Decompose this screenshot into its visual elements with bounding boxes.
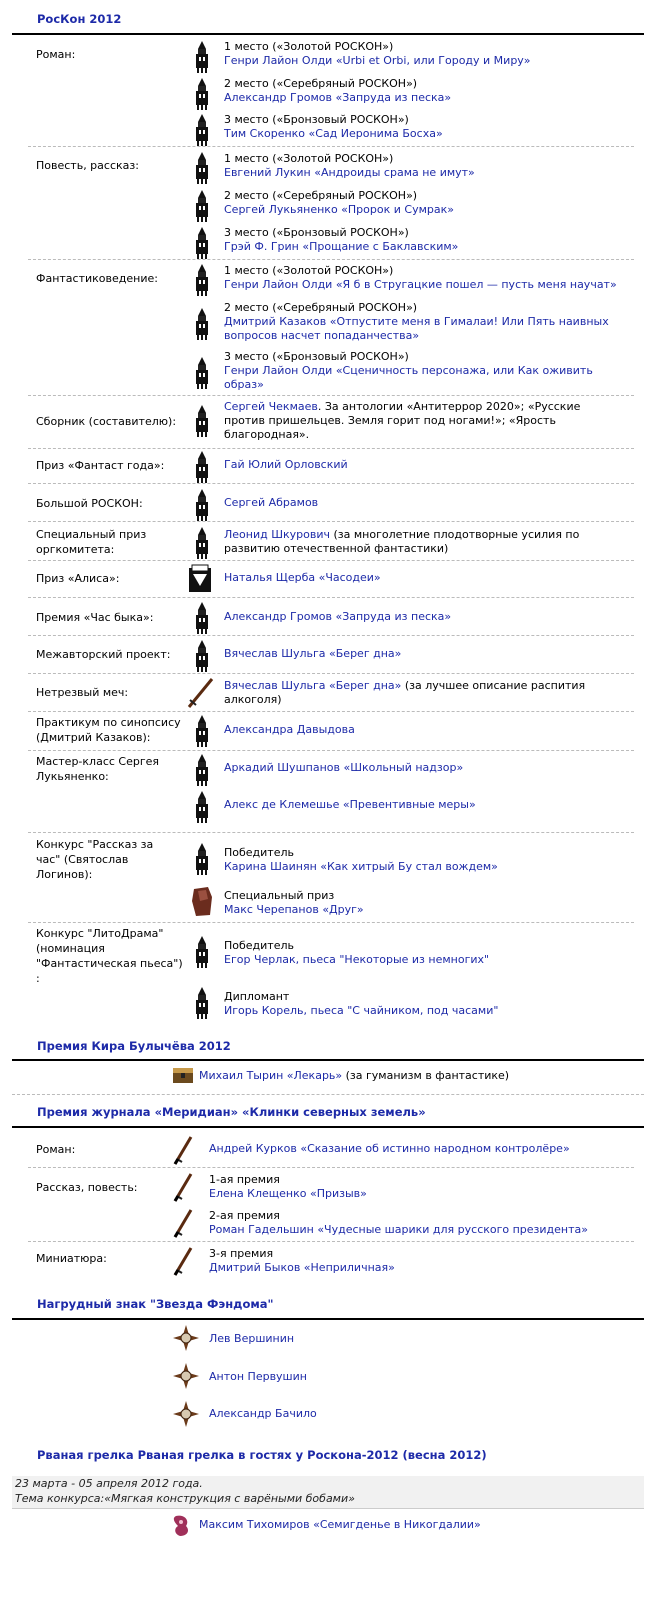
work-link[interactable]: Александр Громов «Запруда из песка»: [224, 610, 452, 623]
work-link[interactable]: Михаил Тырин «Лекарь»: [199, 1069, 343, 1082]
award-entry: [224, 798, 624, 812]
roskon-tower-icon: [192, 263, 212, 297]
author-link[interactable]: Сергей Абрамов: [224, 496, 319, 509]
roskon-tower-icon: [192, 113, 212, 147]
roskon-tower-icon: [192, 77, 212, 111]
section-rule: [12, 33, 644, 35]
roskon-tower-icon: [192, 753, 212, 787]
section-rule: [12, 1059, 644, 1061]
row-separator: [28, 750, 634, 751]
award-entry: [209, 1247, 609, 1275]
author-link[interactable]: Александра Давыдова: [224, 723, 355, 736]
star-icon: [172, 1324, 200, 1352]
award-entry: [209, 1209, 609, 1237]
roskon-tower-icon: [192, 986, 212, 1020]
roskon-tower-icon: [192, 842, 212, 876]
award-entry: [224, 571, 624, 585]
category-label: Большой РОСКОН:: [36, 497, 143, 510]
row-separator: [28, 560, 634, 561]
section-rule: [12, 1126, 644, 1128]
person-link[interactable]: Александр Бачило: [209, 1407, 317, 1420]
award-entry: [224, 990, 624, 1018]
author-link[interactable]: Гай Юлий Орловский: [224, 458, 348, 471]
award-place: 3 место («Бронзовый РОСКОН»): [224, 350, 409, 363]
category-label: Приз «Фантаст года»:: [36, 459, 165, 472]
award-place: 3 место («Бронзовый РОСКОН»): [224, 226, 409, 239]
work-link[interactable]: Вячеслав Шульга «Берег дна»: [224, 647, 402, 660]
row-separator: [28, 711, 634, 712]
award-entry: [224, 761, 624, 775]
award-place: Победитель: [224, 846, 294, 859]
category-label: Нетрезвый меч:: [36, 686, 129, 699]
star-icon: [172, 1400, 200, 1428]
row-separator: [28, 1167, 634, 1168]
rock-icon: [190, 885, 214, 919]
award-place: 2 место («Серебряный РОСКОН»): [224, 301, 418, 314]
work-link[interactable]: Егор Черлак, пьеса "Некоторые из немногих": [224, 953, 490, 966]
row-separator: [28, 259, 634, 260]
work-link[interactable]: Дмитрий Быков «Неприличная»: [209, 1261, 395, 1274]
work-link[interactable]: Грэй Ф. Грин «Прощание с Баклавским»: [224, 240, 459, 253]
award-note: (за многолетние плодотворные усилия по развитию отечественной фантастики): [224, 528, 580, 555]
grelka-icon: [172, 1514, 192, 1538]
row-separator: [28, 597, 634, 598]
award-entry: [224, 264, 624, 292]
award-entry: [209, 1173, 609, 1201]
roskon-tower-icon: [192, 226, 212, 260]
category-label: Межавторский проект:: [36, 648, 171, 661]
roskon-tower-icon: [192, 488, 212, 522]
roskon-tower-icon: [192, 526, 212, 560]
award-entry: [224, 226, 624, 254]
work-link[interactable]: Макс Черепанов «Друг»: [224, 903, 364, 916]
work-link[interactable]: Наталья Щерба «Часодеи»: [224, 571, 381, 584]
award-note: . За антологии «Антитеррор 2020»; «Русские против пришельцев. Земля горит под ногами!»; «Ярость благородная».: [224, 400, 581, 441]
work-link[interactable]: Андрей Курков «Сказание об истинно народном контролёре»: [209, 1142, 570, 1155]
work-link[interactable]: Максим Тихомиров «Семигденье в Никогдалии»: [199, 1518, 481, 1531]
row-separator: [28, 832, 634, 833]
roskon-tower-icon: [192, 450, 212, 484]
dagger-icon: [172, 1206, 194, 1240]
work-link[interactable]: Елена Клещенко «Призыв»: [209, 1187, 367, 1200]
award-place: Победитель: [224, 939, 294, 952]
award-place: 1 место («Золотой РОСКОН»): [224, 40, 394, 53]
category-label: Конкурс "ЛитоДрама" (номинация "Фантастическая пьеса") :: [36, 927, 183, 985]
roskon-tower-icon: [192, 151, 212, 185]
row-separator: [28, 922, 634, 923]
award-entry: [224, 113, 624, 141]
category-label: Повесть, рассказ:: [36, 159, 139, 172]
award-entry: [224, 610, 624, 624]
alisa-icon: [187, 562, 213, 596]
award-entry: [224, 723, 624, 737]
award-note: (за лучшее описание распития алкоголя): [224, 679, 586, 706]
roskon-tower-icon: [192, 404, 212, 438]
category-label: Сборник (составителю):: [36, 415, 177, 428]
award-note: (за гуманизм в фантастике): [342, 1069, 510, 1082]
roskon-tower-icon: [192, 790, 212, 824]
category-label: Специальный приз оргкомитета:: [36, 528, 147, 556]
roskon-tower-icon: [192, 935, 212, 969]
row-separator: [28, 483, 634, 484]
roskon-tower-icon: [192, 639, 212, 673]
roskon-tower-icon: [192, 601, 212, 635]
row-separator: [28, 521, 634, 522]
roskon-tower-icon: [192, 714, 212, 748]
award-place: 1-ая премия: [209, 1173, 280, 1186]
award-entry: [224, 40, 624, 68]
award-entry: [224, 939, 624, 967]
work-link[interactable]: Вячеслав Шульга «Берег дна»: [224, 679, 402, 692]
section-title-bulychev[interactable]: Премия Кира Булычёва 2012: [37, 1039, 231, 1053]
work-link[interactable]: Тим Скоренко «Сад Иеронима Босха»: [224, 127, 443, 140]
category-label: Роман:: [36, 1143, 76, 1156]
roskon-tower-icon: [192, 356, 212, 390]
category-label: Мастер-класс Сергея Лукьяненко:: [36, 755, 160, 783]
dagger-icon: [172, 1244, 194, 1278]
award-entry: [224, 350, 624, 392]
contest-theme: Тема конкурса:«Мягкая конструкция с варёными бобами»: [15, 1492, 355, 1505]
work-link[interactable]: Дмитрий Казаков «Отпустите меня в Гималаи! Или Пять наивных вопросов насчет попаданчества»: [224, 315, 609, 342]
person-link[interactable]: Антон Первушин: [209, 1370, 307, 1383]
award-entry: [224, 77, 624, 105]
award-entry: [224, 496, 624, 510]
work-link[interactable]: Роман Гадельшин «Чудесные шарики для русского президента»: [209, 1223, 589, 1236]
award-entry: [224, 889, 624, 917]
award-entry: [224, 189, 624, 217]
row-separator: [28, 395, 634, 396]
award-place: 1 место («Золотой РОСКОН»): [224, 264, 394, 277]
award-entry: [224, 647, 624, 661]
award-entry: [224, 301, 624, 343]
roskon-tower-icon: [192, 307, 212, 341]
work-link[interactable]: Карина Шаинян «Как хитрый Бу стал вождем»: [224, 860, 498, 873]
award-place: 1 место («Золотой РОСКОН»): [224, 152, 394, 165]
section-title-zvezda[interactable]: Нагрудный знак "Звезда Фэндома": [37, 1297, 274, 1311]
row-separator: [28, 635, 634, 636]
category-label: Премия «Час быка»:: [36, 611, 154, 624]
work-link[interactable]: Генри Лайон Олди «Я б в Стругацкие пошел — пусть меня научат»: [224, 278, 617, 291]
award-entry: [224, 400, 624, 442]
row-separator: [28, 448, 634, 449]
row-separator: [28, 1241, 634, 1242]
author-link[interactable]: Леонид Шкурович: [224, 528, 330, 541]
work-link[interactable]: Сергей Лукьяненко «Пророк и Сумрак»: [224, 203, 454, 216]
section-rule: [12, 1318, 644, 1320]
category-label: Фантастиковедение:: [36, 272, 158, 285]
work-link[interactable]: Генри Лайон Олди «Urbi et Orbi, или Городу и Миру»: [224, 54, 531, 67]
person-link[interactable]: Лев Вершинин: [209, 1332, 295, 1345]
sword-icon: [186, 676, 214, 710]
award-place: 2 место («Серебряный РОСКОН»): [224, 189, 418, 202]
work-link[interactable]: Генри Лайон Олди «Сценичность персонажа, или Как оживить образ»: [224, 364, 593, 391]
award-entry: [224, 152, 624, 180]
award-entry: [224, 846, 624, 874]
category-label: Практикум по синопсису (Дмитрий Казаков):: [36, 716, 181, 744]
row-separator: [28, 673, 634, 674]
award-place: Дипломант: [224, 990, 290, 1003]
work-link[interactable]: Александр Громов «Запруда из песка»: [224, 91, 452, 104]
roskon-tower-icon: [192, 189, 212, 223]
category-label: Роман:: [36, 48, 76, 61]
roskon-tower-icon: [192, 40, 212, 74]
award-entry: [209, 1142, 609, 1156]
category-label: Рассказ, повесть:: [36, 1181, 138, 1194]
author-link[interactable]: Сергей Чекмаев: [224, 400, 318, 413]
work-link[interactable]: Евгений Лукин «Андроиды срама не имут»: [224, 166, 475, 179]
category-label: Приз «Алиса»:: [36, 572, 120, 585]
work-link[interactable]: Игорь Корель, пьеса "С чайником, под часами": [224, 1004, 499, 1017]
award-place: 3-я премия: [209, 1247, 274, 1260]
section-title-grelka[interactable]: Рваная грелка Рваная грелка в гостях у Роскона-2012 (весна 2012): [37, 1448, 487, 1462]
category-label: Миниатюра:: [36, 1252, 107, 1265]
award-entry: [199, 1069, 509, 1083]
award-place: 3 место («Бронзовый РОСКОН»): [224, 113, 409, 126]
chest-icon: [172, 1065, 194, 1085]
award-entry: [224, 458, 624, 472]
award-entry: [224, 679, 624, 707]
category-label: Конкурс "Рассказ за час" (Святослав Логинов):: [36, 838, 154, 881]
row-separator: [28, 146, 634, 147]
work-link[interactable]: Алекс де Клемешье «Превентивные меры»: [224, 798, 476, 811]
award-place: 2-ая премия: [209, 1209, 280, 1222]
award-place: Специальный приз: [224, 889, 335, 902]
star-icon: [172, 1362, 200, 1390]
work-link[interactable]: Аркадий Шушпанов «Школьный надзор»: [224, 761, 464, 774]
contest-info-box: [12, 1476, 644, 1509]
award-entry: [224, 528, 624, 556]
dagger-icon: [172, 1133, 194, 1167]
contest-dates: 23 марта - 05 апреля 2012 года.: [15, 1477, 203, 1490]
row-separator: [12, 1094, 644, 1095]
award-place: 2 место («Серебряный РОСКОН»): [224, 77, 418, 90]
dagger-icon: [172, 1170, 194, 1204]
section-title-roskon[interactable]: РосКон 2012: [37, 12, 122, 26]
section-title-meridian[interactable]: Премия журнала «Меридиан» «Клинки северных земель»: [37, 1105, 426, 1119]
